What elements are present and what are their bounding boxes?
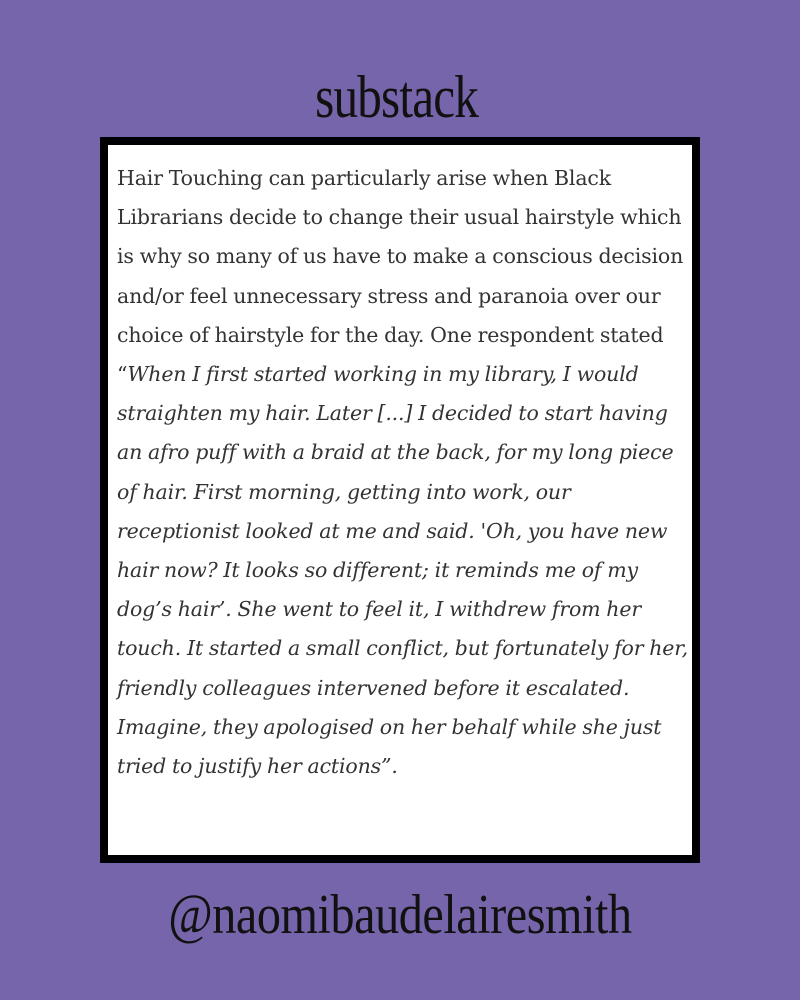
quote-intro: Hair Touching can particularly arise when Black Librarians decide to change their usual hairstyle which is why so many of us have to make a conscious decision and/or feel unnecessary stress and paranoia over our choice of hairstyle for the day. One respondent stated “ — [117, 166, 684, 387]
quote-italic: When I first started working in my library, I would straighten my hair. Later [...] I decided to start having an afro puff with a braid at the back, for my long piece of hair. First morning, getting into work, our receptionist looked at me and said. 'Oh, you have new hair now? It looks so different; it reminds me of my dog’s hair’. She went to feel it, I withdrew from her touch. It started a small conflict, but fortunately for her, friendly colleagues intervened before it escalated. Imagine, they apologised on her behalf while she just tried to justify her actions”. — [117, 362, 689, 779]
header-title: substack — [315, 64, 479, 130]
author-handle: @naomibaudelairesmith — [168, 884, 632, 946]
quote-card — [100, 137, 700, 863]
quote-text — [117, 159, 692, 786]
